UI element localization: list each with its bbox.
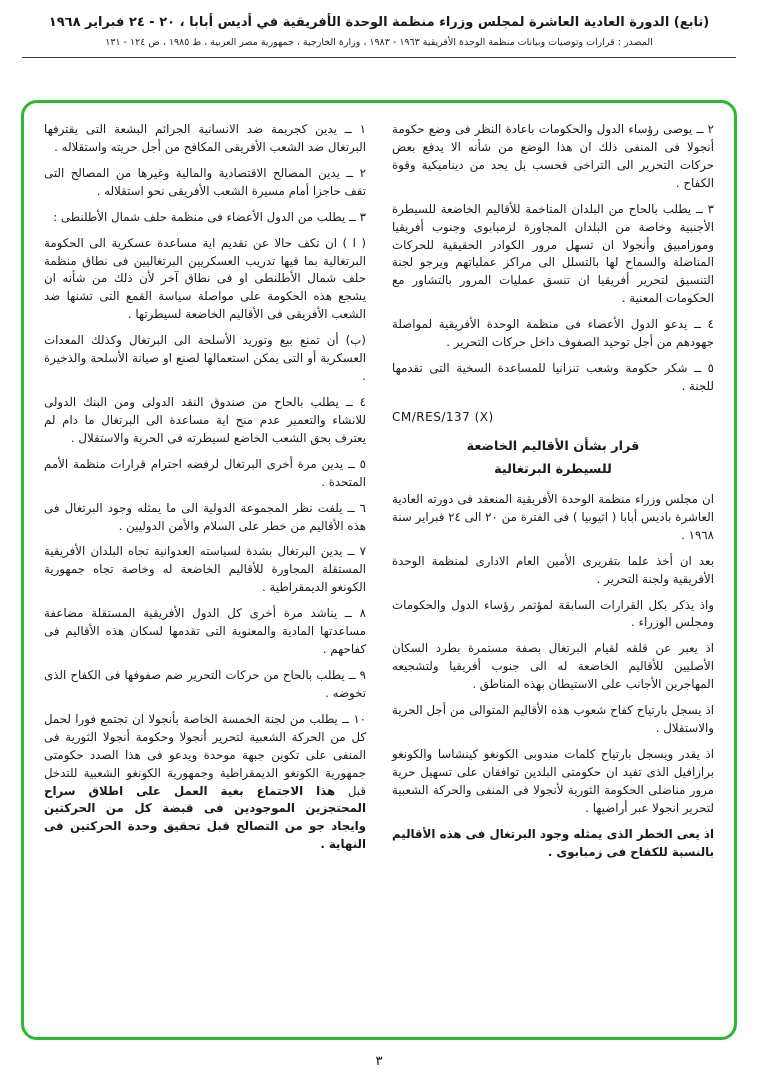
paragraph-clause-3b: (ب) أن تمنع بيع وتوريد الأسلحة الى البرتغال وكذلك المعدات العسكرية أو التى يمكن استعمالها لصنع او صيانة الأسلحة والذخيرة . <box>44 333 366 384</box>
resolution-heading-line2: للسيطرة البرتغالية <box>494 461 612 477</box>
right-column <box>392 121 714 1019</box>
paragraph-clause-8: ٨ ــ يناشد مرة أخرى كل الدول الأفريقية المستقلة مضاعفة مساعدتها المادية والمعنوية التى تقدمها لسكان هذه الأقاليم فى كفاحهم . <box>44 606 366 657</box>
header-source-line: المصدر : قرارات وتوصيات وبيانات منظمة الوحدة الأفريقية ١٩٦٣ - ١٩٨٣ ، وزارة الخارجية ، جمهورية مصر العربية ، ط ١٩٨٥ ، ص ١٢٤ - ١٣١ <box>105 37 653 48</box>
header-title: (تابع) الدورة العادية العاشرة لمجلس وزراء منظمة الوحدة الأفريقية في أديس أبابا ، ٢٠ - ٢٤ فبراير ١٩٦٨ <box>48 15 710 30</box>
paragraph-clause-1: ١ ــ يدين كجريمة ضد الانسانية الجرائم البشعة التى يقترفها البرتغال ضد الشعب الأفريقى المكافح من أجل حريته واستقلاله . <box>44 122 366 154</box>
paragraph-item-3: ٣ ــ يطلب بالحاح من البلدان المتاخمة للأقاليم الخاضعة للسيطرة الأجنبية وخاصة من البلدان المجاورة لزمبابوى وجنوب أفريقيا وموزامبيق وأنجولا ان تسهل مرور الكوادر الحقيقية للحركات المناضلة والسماح لها بالتسلل الى مراكز عملياتهم ويرجو لجنة التنسيق لتحرير أفريقيا ان تنسق عمليات المرور بالتشاور مع الحكومات المعنية . <box>392 201 714 306</box>
paragraph-preamble-4: اذ يعبر عن قلقه لقيام البرتغال بصفة مستمرة بطرد السكان الأصليين للأقاليم الخاضعة له الى جنوب أفريقيا ولتشجيعه المهاجرين الأجانب على الاستيطان بهذه المناطق . <box>392 641 714 692</box>
resolution-reference: CM/RES/137 (X) <box>392 409 494 424</box>
paragraph-clause-6: ٦ ــ يلفت نظر المجموعة الدولية الى ما يمثله وجود البرتغال فى هذه الأقاليم من خطر على السلام والأمن الدوليين . <box>44 500 366 533</box>
paragraph-preamble-5: اذ يسجل بارتياح كفاح شعوب هذه الأقاليم المتوالى من أجل الحرية والاستقلال . <box>392 703 714 736</box>
two-column-layout <box>44 121 714 1019</box>
left-column <box>44 121 366 1019</box>
paragraph-preamble-3: واذ يذكر بكل القرارات السابقة لمؤتمر رؤساء الدول والحكومات ومجلس الوزراء . <box>392 597 714 630</box>
resolution-heading <box>392 436 714 481</box>
page-number: ٣ <box>375 1054 383 1069</box>
paragraph-preamble-1: ان مجلس وزراء منظمة الوحدة الأفريقية المنعقد فى دورته العادية العاشرة باديس أبابا ( اثيوبيا ) فى الفترة من ٢٠ الى ٢٤ فبراير سنة ١٩٦٨ . <box>392 491 714 542</box>
paragraph-clause-7: ٧ ــ يدين البرتغال بشدة لسياسته العدوانية تجاه البلدان الأفريقية المستقلة المجاورة للأقاليم الخاضعة له وخاصة تجاه جمهورية الكونغو الديمقراطية . <box>44 544 366 595</box>
paragraph-preamble-6: اذ يقدر ويسجل بارتياح كلمات مندوبى الكونغو كينشاسا والكونغو برازافيل الذى تفيد ان حكومتى البلدين توافقان على تسهيل حرية مرور مناضلى الحكومة الثورية لأنجولا فى المنفى والحركة الشعبية لتحرير انجولا عبر أراضيها . <box>392 746 714 815</box>
resolution-heading-line1: قرار بشأن الأقاليم الخاضعة <box>466 439 640 455</box>
paragraph-preamble-7-bold: اذ يعى الخطر الذى يمثله وجود البرتغال فى هذه الأقاليم بالنسبة للكفاح فى زمبابوى . <box>392 826 714 859</box>
paragraph-clause-3a: ( ا ) ان تكف حالا عن تقديم اية مساعدة عسكرية الى الحكومة البرتغالية بما فيها تدريب العسكريين البرتغاليين فى نطاق منظمة حلف شمال الأطلنطى او فى نطاق آخر لأن ذلك من شأنه ان يشجع هذه الحكومة على مواصلة سياسة القمع التى تشنها ضد الشعب الأفريقى فى الأقاليم الخاضعة لسيطرتها . <box>44 235 366 322</box>
paragraph-clause-3: ٣ ــ يطلب من الدول الأعضاء فى منظمة حلف شمال الأطلنطى : <box>53 209 366 224</box>
content-frame <box>21 100 737 1040</box>
header-divider <box>22 57 736 58</box>
paragraph-clause-9: ٩ ــ يطلب بالحاح من حركات التحرير ضم صفوفها فى الكفاح الذى تخوضه . <box>44 667 366 700</box>
paragraph-clause-4: ٤ ــ يطلب بالحاح من صندوق النقد الدولى ومن البنك الدولى للانشاء والتعمير عدم منح اية مساعدة الى البرتغال ما دام لم يعترف بحق الشعب الخاضع لسيطرته فى الحرية والاستقلال . <box>44 394 366 445</box>
paragraph-item-2: ٢ ــ يوصى رؤساء الدول والحكومات باعادة النظر فى وضع حكومة أنجولا فى المنفى ذلك ان هذا الوضع من شأنه الا يدفع بعض حركات التحرير الى التراخى فحسب بل يحد من ديناميكية وقوة الكفاح . <box>392 122 714 190</box>
paragraph-clause-5: ٥ ــ يدين مرة أخرى البرتغال لرفضه احترام قرارات منظمة الأمم المتحدة . <box>44 456 366 489</box>
paragraph-item-4: ٤ ــ يدعو الدول الأعضاء فى منظمة الوحدة الأفريقية لمواصلة جهودهم من أجل توحيد الصفوف داخل حركات التحرير . <box>392 317 714 350</box>
paragraph-clause-2: ٢ ــ يدين المصالح الاقتصادية والمالية وغيرها من المصالح التى تقف حاجزا أمام مسيرة الشعب الأفريقى نحو استقلاله . <box>44 165 366 198</box>
paragraph-clause-10 <box>44 711 366 854</box>
clause-10-bold-part: هذا الاجتماع بغية العمل على اطلاق سراح المحتجزين الموجودين فى قبضة كل من الحركتين وايجاد جو من التصالح قبل تحقيق وحدة الحركتين فى النهاية . <box>44 783 366 852</box>
page-header <box>0 0 758 58</box>
paragraph-item-5: ٥ ــ شكر حكومة وشعب تنزانيا للمساعدة السخية التى تقدمها للجنة . <box>392 361 714 393</box>
paragraph-preamble-2: بعد ان أخذ علما بتقريرى الأمين العام الادارى لمنظمة الوحدة الأفريقية ولجنة التحرير . <box>392 553 714 586</box>
clause-10-normal-part: ١٠ ــ يطلب من لجنة الخمسة الخاصة بأنجولا ان تجتمع فورا لحمل كل من الحركة الشعبية لتحرير أنجولا وحكومة أنجولا الثورية فى المنفى على تكوين جبهة موحدة ويدعو فى هذا الصدد حكومتى جمهورية الكونغو الديمقراطية وجمهورية الكونغو الشعبية للتدخل قبل <box>44 711 366 798</box>
